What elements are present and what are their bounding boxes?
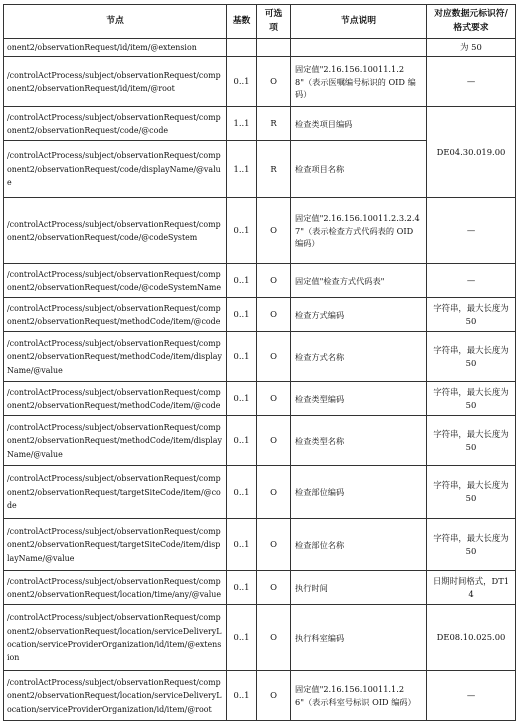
description: 检查类型名称 [291, 416, 427, 466]
header-format: 对应数据元标识符/格式要求 [427, 5, 516, 39]
header-cardinality: 基数 [227, 5, 257, 39]
optional-flag [257, 39, 291, 57]
table-row [4, 519, 516, 571]
cardinality: 0..1 [227, 264, 257, 298]
cardinality: 0..1 [227, 382, 257, 416]
header-node: 节点 [4, 5, 227, 39]
cardinality: 0..1 [227, 605, 257, 671]
header-optional: 可选项 [257, 5, 291, 39]
cardinality: 0..1 [227, 671, 257, 721]
node-path: /controlActProcess/subject/observationRequest/component2/observationRequest/code/@codeSystemName [4, 264, 227, 298]
description: 执行科室编码 [291, 605, 427, 671]
table-row [4, 57, 516, 107]
optional-flag: O [257, 264, 291, 298]
spec-table [3, 4, 516, 721]
node-path: /controlActProcess/subject/observationRequest/component2/observationRequest/methodCode/item/@code [4, 298, 227, 332]
format: 为 50 [427, 39, 516, 57]
optional-flag: O [257, 298, 291, 332]
cardinality: 0..1 [227, 57, 257, 107]
cardinality: 0..1 [227, 332, 257, 382]
table-row [4, 39, 516, 57]
format: 字符串，最大长度为 50 [427, 519, 516, 571]
cardinality: 0..1 [227, 198, 257, 264]
optional-flag: O [257, 466, 291, 519]
node-path: /controlActProcess/subject/observationRequest/component2/observationRequest/methodCode/item/@code [4, 382, 227, 416]
description: 检查项目名称 [291, 141, 427, 198]
description: 检查类项目编码 [291, 107, 427, 141]
cardinality: 0..1 [227, 298, 257, 332]
format: 字符串，最大长度为 50 [427, 466, 516, 519]
table-row [4, 332, 516, 382]
node-path: /controlActProcess/subject/observationRequest/component2/observationRequest/location/serviceDeliveryLocation/serviceProviderOrganization/id/item/@extension [4, 605, 227, 671]
node-path: /controlActProcess/subject/observationRequest/component2/observationRequest/location/time/any/@value [4, 571, 227, 605]
cardinality: 0..1 [227, 571, 257, 605]
format: 字符串，最大长度为 50 [427, 298, 516, 332]
description: 固定值"2.16.156.10011.2.3.2.47"（表示检查方式代码表的 OID 编码） [291, 198, 427, 264]
optional-flag: O [257, 416, 291, 466]
optional-flag: O [257, 605, 291, 671]
cardinality: 0..1 [227, 466, 257, 519]
cardinality: 0..1 [227, 416, 257, 466]
description: 执行时间 [291, 571, 427, 605]
node-path: /controlActProcess/subject/observationRequest/component2/observationRequest/methodCode/item/displayName/@value [4, 332, 227, 382]
description: 固定值"检查方式代码表" [291, 264, 427, 298]
optional-flag: O [257, 57, 291, 107]
description: 检查方式编码 [291, 298, 427, 332]
header-row [4, 5, 516, 39]
node-path: /controlActProcess/subject/observationRequest/component2/observationRequest/methodCode/item/displayName/@value [4, 416, 227, 466]
format: — [427, 264, 516, 298]
node-path: /controlActProcess/subject/observationRequest/component2/observationRequest/code/@code [4, 107, 227, 141]
table-row [4, 382, 516, 416]
description: 检查部位编码 [291, 466, 427, 519]
node-path: /controlActProcess/subject/observationRequest/component2/observationRequest/targetSiteCode/item/@code [4, 466, 227, 519]
optional-flag: O [257, 198, 291, 264]
optional-flag: O [257, 671, 291, 721]
format: 字符串，最大长度为 50 [427, 416, 516, 466]
description: 固定值"2.16.156.10011.1.26"（表示科室号标识 OID 编码） [291, 671, 427, 721]
cardinality: 1..1 [227, 107, 257, 141]
optional-flag: O [257, 332, 291, 382]
table-row [4, 671, 516, 721]
description: 检查类型编码 [291, 382, 427, 416]
node-path: /controlActProcess/subject/observationRequest/component2/observationRequest/code/displayName/@value [4, 141, 227, 198]
table-row [4, 466, 516, 519]
optional-flag: R [257, 141, 291, 198]
table-row [4, 298, 516, 332]
table-row [4, 107, 516, 141]
description [291, 39, 427, 57]
description: 检查部位名称 [291, 519, 427, 571]
header-description: 节点说明 [291, 5, 427, 39]
format: 日期时间格式，DT14 [427, 571, 516, 605]
node-path: /controlActProcess/subject/observationRequest/component2/observationRequest/code/@codeSystem [4, 198, 227, 264]
table-row [4, 605, 516, 671]
node-path: /controlActProcess/subject/observationRequest/component2/observationRequest/location/serviceDeliveryLocation/serviceProviderOrganization/id/item/@root [4, 671, 227, 721]
format: 字符串，最大长度为 50 [427, 382, 516, 416]
description: 检查方式名称 [291, 332, 427, 382]
optional-flag: O [257, 571, 291, 605]
table-row [4, 571, 516, 605]
format: DE08.10.025.00 [427, 605, 516, 671]
table-row [4, 416, 516, 466]
format: — [427, 57, 516, 107]
optional-flag: R [257, 107, 291, 141]
optional-flag: O [257, 519, 291, 571]
format: — [427, 198, 516, 264]
optional-flag: O [257, 382, 291, 416]
description: 固定值"2.16.156.10011.1.28"（表示医嘱编号标识的 OID 编码） [291, 57, 427, 107]
format: — [427, 671, 516, 721]
cardinality: 1..1 [227, 141, 257, 198]
cardinality: 0..1 [227, 519, 257, 571]
format: DE04.30.019.00 [427, 107, 516, 198]
table-row [4, 264, 516, 298]
table-row [4, 198, 516, 264]
node-path: onent2/observationRequest/id/item/@extension [4, 39, 227, 57]
node-path: /controlActProcess/subject/observationRequest/component2/observationRequest/id/item/@root [4, 57, 227, 107]
format: 字符串，最大长度为 50 [427, 332, 516, 382]
node-path: /controlActProcess/subject/observationRequest/component2/observationRequest/targetSiteCode/item/displayName/@value [4, 519, 227, 571]
cardinality [227, 39, 257, 57]
